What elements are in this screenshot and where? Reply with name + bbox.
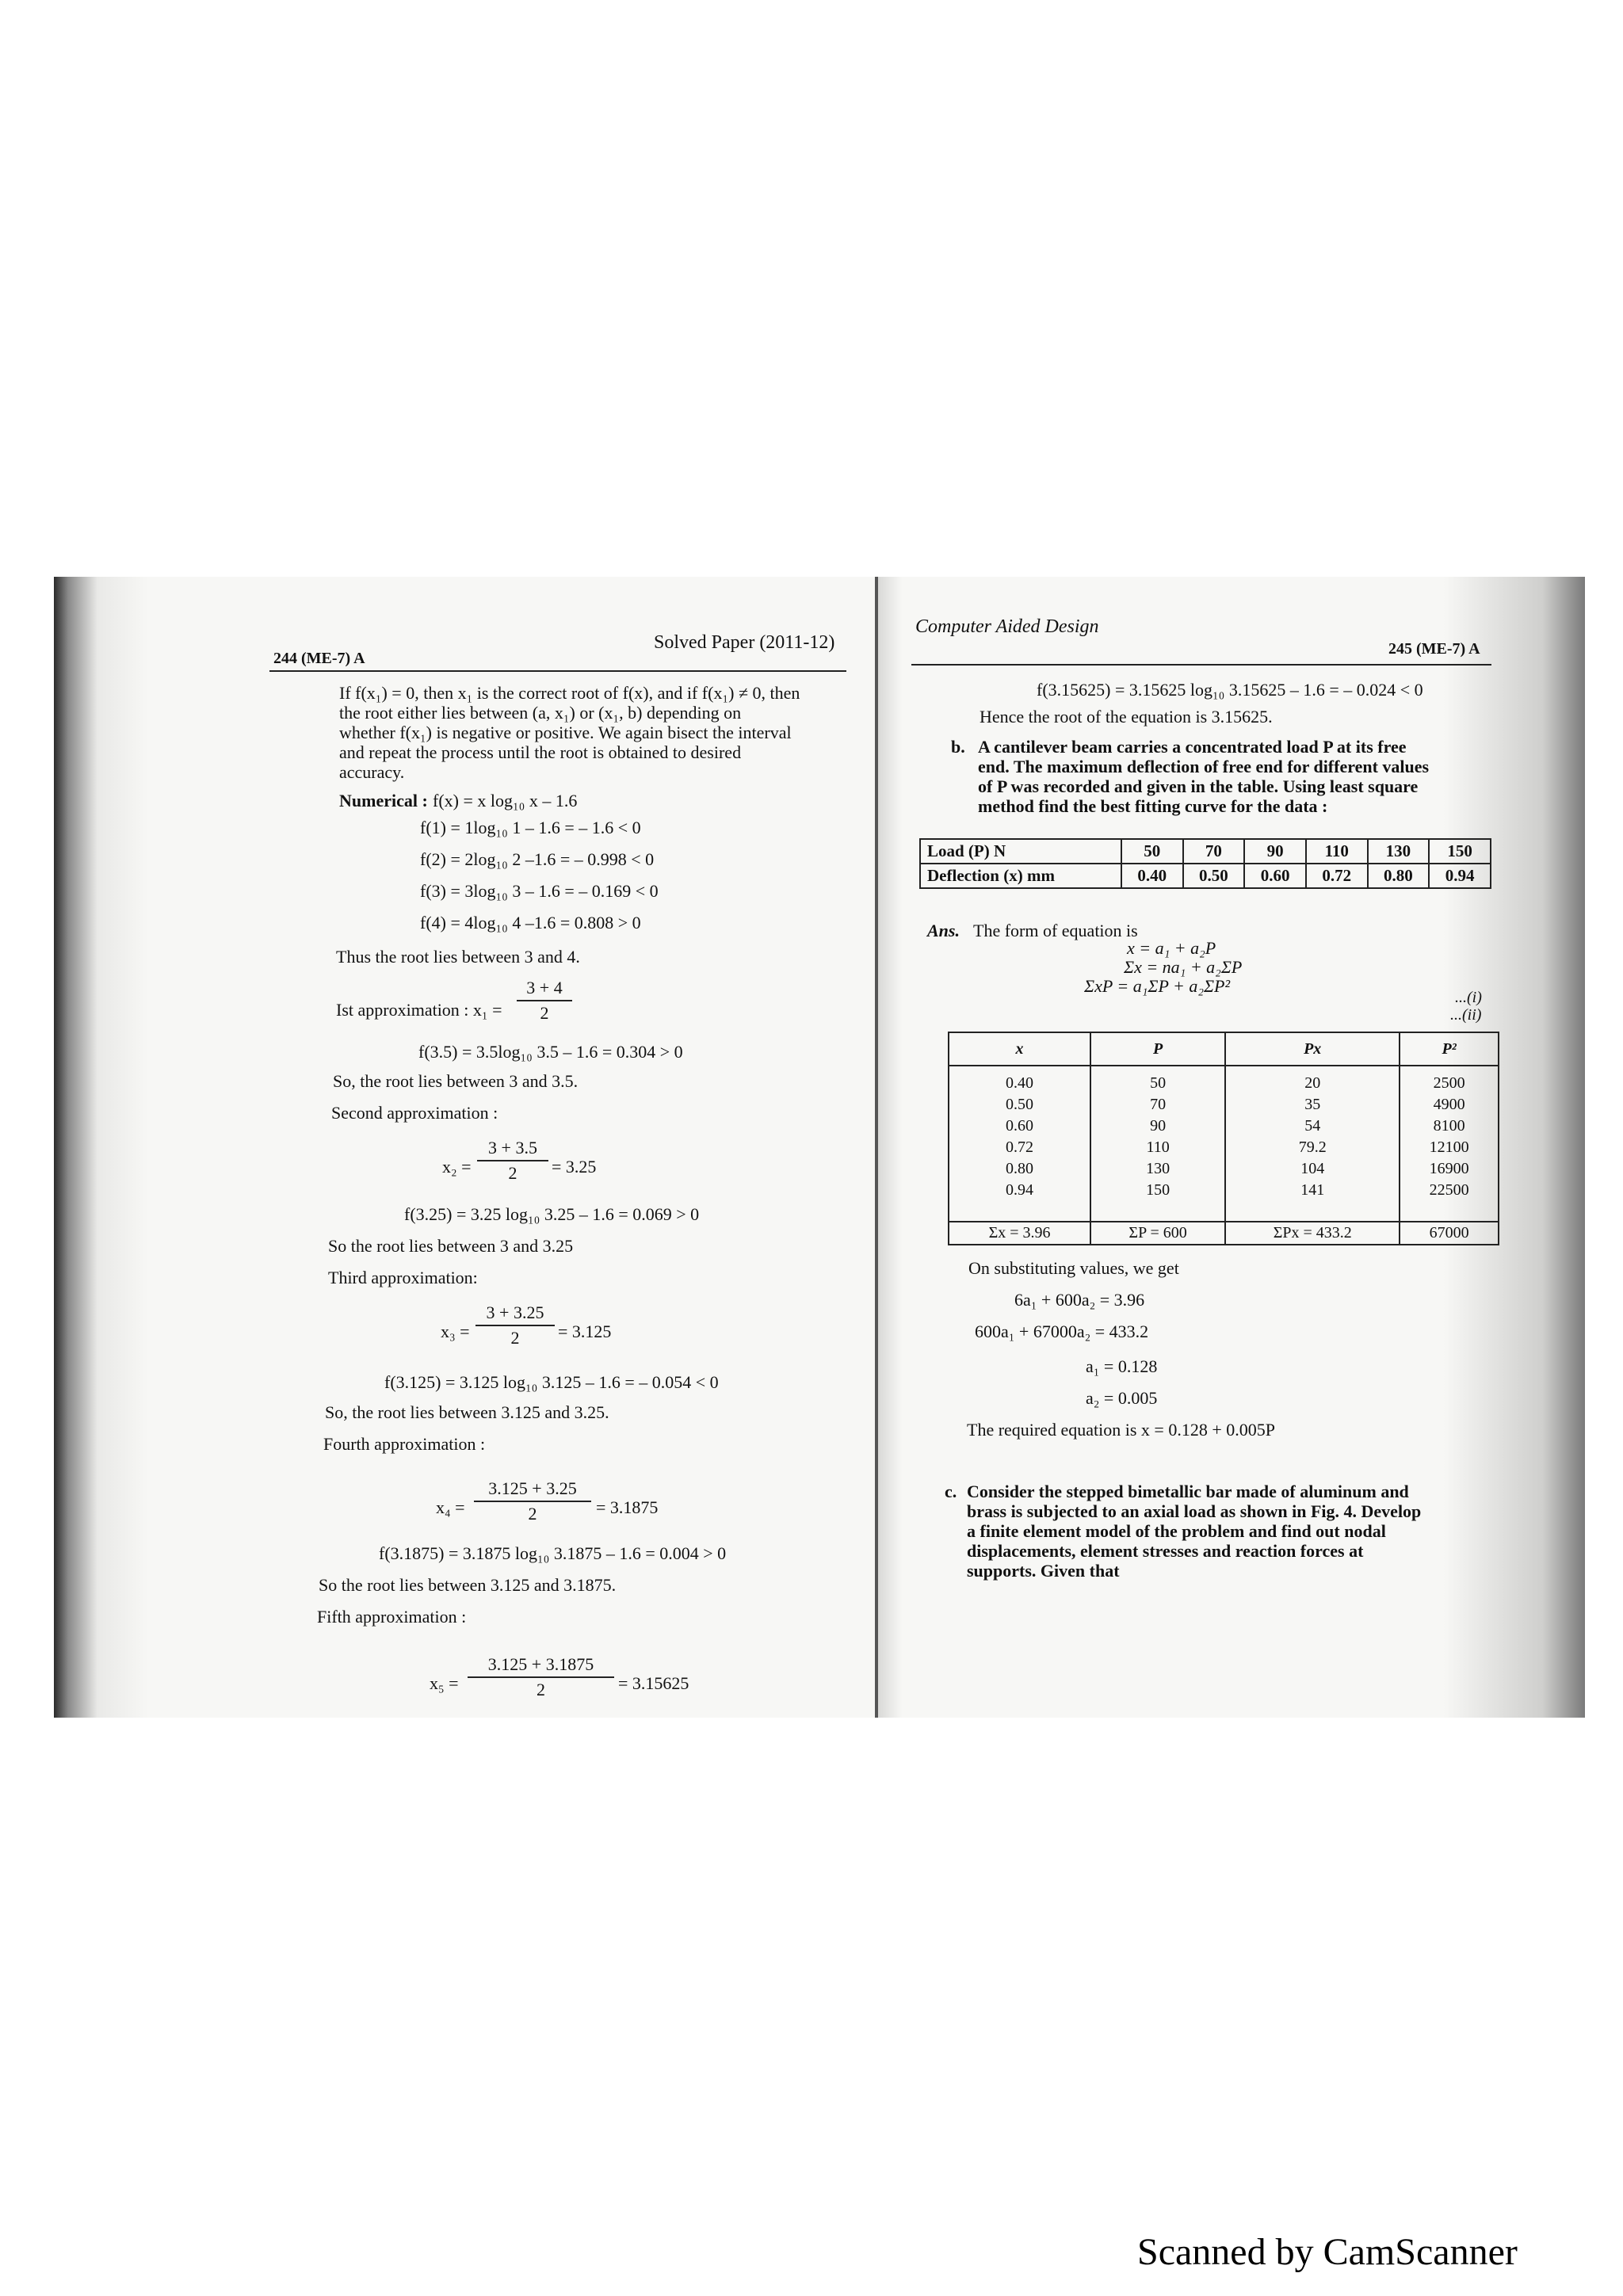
intro-line-4: and repeat the process until the root is obtained to desired — [339, 742, 742, 762]
question-b-line-3: of P was recorded and given in the table. Using least square — [978, 776, 1419, 796]
substitution-text: On substituting values, we get — [968, 1258, 1179, 1278]
root-between-3125-325: So, the root lies between 3.125 and 3.25. — [325, 1402, 609, 1422]
answer-label: Ans. — [927, 921, 960, 940]
approx3-title: Third approximation: — [328, 1268, 478, 1287]
x-value: 0.50 — [1006, 1096, 1034, 1113]
question-c-line-4: displacements, element stresses and reaction forces at — [967, 1541, 1364, 1561]
total-p-squared: 67000 — [1400, 1222, 1499, 1245]
px-value: 54 — [1304, 1117, 1321, 1135]
approx2-numerator: 3 + 3.5 — [477, 1138, 548, 1161]
intro-line-2: the root either lies between (a, x₁) or (x₁, b) depending on — [339, 703, 742, 723]
eval-f325: f(3.25) = 3.25 log₁₀ 3.25 – 1.6 = 0.069 > 0 — [404, 1204, 700, 1224]
approx4-numerator: 3.125 + 3.25 — [474, 1478, 591, 1502]
x-value: 0.80 — [1006, 1160, 1034, 1177]
p-squared-value: 8100 — [1433, 1117, 1465, 1135]
px-value: 20 — [1304, 1074, 1321, 1092]
approx2-denominator: 2 — [508, 1163, 517, 1183]
approx2-title: Second approximation : — [331, 1103, 498, 1123]
load-cell: 150 — [1429, 839, 1491, 864]
approx1-numerator: 3 + 4 — [517, 978, 572, 1001]
question-c-marker: c. — [945, 1482, 957, 1501]
total-px: ΣPx = 433.2 — [1225, 1222, 1400, 1245]
p-value: 150 — [1146, 1181, 1170, 1199]
solution-equation-2: 600a₁ + 67000a₂ = 433.2 — [975, 1322, 1149, 1341]
right-page-number: 245 (ME-7) A — [1388, 640, 1480, 658]
approx2-fraction — [477, 1138, 548, 1184]
eval-f35: f(3.5) = 3.5log₁₀ 3.5 – 1.6 = 0.304 > 0 — [418, 1042, 683, 1062]
approx3-lhs: x₃ = — [441, 1322, 470, 1341]
right-running-head: Computer Aided Design — [915, 616, 1099, 637]
solution-a2: a₂ = 0.005 — [1086, 1388, 1158, 1408]
calc-totals-row — [949, 1222, 1499, 1245]
px-value: 79.2 — [1298, 1138, 1327, 1156]
approx1-fraction — [517, 978, 572, 1024]
p-value: 90 — [1150, 1117, 1167, 1135]
question-c-line-2: brass is subjected to an axial load as shown in Fig. 4. Develop — [967, 1501, 1422, 1521]
solution-a1: a₁ = 0.128 — [1086, 1356, 1158, 1376]
x-value: 0.72 — [1006, 1138, 1034, 1156]
column-x — [949, 1066, 1090, 1222]
column-px — [1225, 1066, 1400, 1222]
load-cell: 130 — [1368, 839, 1430, 864]
approx4-denominator: 2 — [528, 1504, 537, 1524]
load-cell: 70 — [1183, 839, 1245, 864]
deflection-cell: 0.60 — [1244, 864, 1306, 888]
total-p: ΣP = 600 — [1090, 1222, 1225, 1245]
total-x: Σx = 3.96 — [949, 1222, 1090, 1245]
calc-values-row — [949, 1066, 1499, 1222]
column-p-squared — [1400, 1066, 1499, 1222]
root-between-3125-31875: So the root lies between 3.125 and 3.1875. — [319, 1575, 617, 1595]
approx5-fraction — [468, 1654, 614, 1700]
header-p: P — [1090, 1032, 1225, 1066]
deflection-cell: 0.94 — [1429, 864, 1491, 888]
p-squared-value: 4900 — [1433, 1096, 1465, 1113]
approx5-denominator: 2 — [537, 1680, 545, 1699]
left-page-number: 244 (ME-7) A — [273, 650, 365, 667]
form-text: The form of equation is — [973, 921, 1138, 940]
required-equation: The required equation is x = 0.128 + 0.005P — [967, 1420, 1275, 1440]
p-value: 70 — [1150, 1096, 1167, 1113]
question-b-line-2: end. The maximum deflection of free end for different values — [978, 757, 1430, 776]
eval-f3: f(3) = 3log₁₀ 3 – 1.6 = – 0.169 < 0 — [420, 881, 659, 901]
question-c-line-3: a finite element model of the problem and find out nodal — [967, 1521, 1386, 1541]
header-px: Px — [1225, 1032, 1400, 1066]
equation-form: x = a₁ + a₂P — [1127, 938, 1216, 958]
approx2-value: = 3.25 — [552, 1157, 597, 1177]
p-squared-value: 16900 — [1429, 1160, 1469, 1177]
root-between-3-325: So the root lies between 3 and 3.25 — [328, 1236, 574, 1256]
solution-equation-1: 6a₁ + 600a₂ = 3.96 — [1014, 1290, 1145, 1310]
question-c-line-5: supports. Given that — [967, 1561, 1120, 1581]
approx3-denominator: 2 — [510, 1328, 520, 1348]
approx5-lhs: x₅ = — [430, 1673, 459, 1693]
deflection-cell: 0.80 — [1368, 864, 1430, 888]
load-row — [920, 839, 1491, 864]
deflection-row — [920, 864, 1491, 888]
deflection-cell: 0.40 — [1121, 864, 1183, 888]
eval-f1: f(1) = 1log₁₀ 1 – 1.6 = – 1.6 < 0 — [420, 818, 641, 837]
equation-tag-ii: ...(ii) — [1450, 1006, 1482, 1024]
normal-equation-ii: ΣxP = a₁ΣP + a₂ΣP² — [1084, 976, 1231, 996]
root-between-3-35: So, the root lies between 3 and 3.5. — [333, 1071, 579, 1091]
eval-f315625: f(3.15625) = 3.15625 log₁₀ 3.15625 – 1.6 = – 0.024 < 0 — [1037, 680, 1423, 700]
root-between-3-4: Thus the root lies between 3 and 4. — [336, 947, 580, 967]
left-running-head: Solved Paper (2011-12) — [654, 632, 835, 653]
question-b-line-1: A cantilever beam carries a concentrated load P at its free — [978, 737, 1407, 757]
right-header-rule — [911, 664, 1491, 666]
x-value: 0.94 — [1006, 1181, 1034, 1199]
numerical-label: Numerical : — [339, 791, 428, 810]
book-gutter — [875, 577, 878, 1718]
approx4-fraction — [474, 1478, 591, 1524]
approx3-numerator: 3 + 3.25 — [475, 1302, 555, 1326]
approx4-lhs: x₄ = — [436, 1497, 465, 1517]
x-value: 0.40 — [1006, 1074, 1034, 1092]
numerical-equation: f(x) = x log₁₀ x – 1.6 — [433, 791, 578, 810]
camscanner-watermark: Scanned by CamScanner — [1137, 2231, 1518, 2273]
calc-header-row — [949, 1032, 1499, 1066]
approx5-title: Fifth approximation : — [317, 1607, 467, 1627]
p-value: 130 — [1146, 1160, 1170, 1177]
least-squares-table — [948, 1032, 1499, 1245]
question-b-marker: b. — [951, 737, 965, 757]
approx5-value: = 3.15625 — [618, 1673, 689, 1693]
load-cell: 50 — [1121, 839, 1183, 864]
hence-root: Hence the root of the equation is 3.15625. — [980, 707, 1273, 727]
px-value: 35 — [1304, 1096, 1321, 1113]
intro-line-3: whether f(x₁) is negative or positive. We again bisect the interval — [339, 723, 792, 742]
approx2-lhs: x₂ = — [442, 1157, 472, 1177]
load-deflection-table — [919, 838, 1491, 889]
deflection-cell: 0.50 — [1183, 864, 1245, 888]
approx3-fraction — [475, 1302, 555, 1348]
deflection-cell: 0.72 — [1306, 864, 1368, 888]
header-p-squared: P² — [1400, 1032, 1499, 1066]
header-x: x — [949, 1032, 1090, 1066]
approx4-title: Fourth approximation : — [323, 1434, 486, 1454]
eval-f3125: f(3.125) = 3.125 log₁₀ 3.125 – 1.6 = – 0.054 < 0 — [384, 1372, 719, 1392]
approx5-numerator: 3.125 + 3.1875 — [468, 1654, 614, 1678]
approx4-value: = 3.1875 — [596, 1497, 659, 1517]
load-row-label: Load (P) N — [920, 839, 1121, 864]
question-c-line-1: Consider the stepped bimetallic bar made of aluminum and — [967, 1482, 1409, 1501]
deflection-row-label: Deflection (x) mm — [920, 864, 1121, 888]
load-cell: 90 — [1244, 839, 1306, 864]
load-cell: 110 — [1306, 839, 1368, 864]
left-header-rule — [269, 670, 846, 672]
p-squared-value: 12100 — [1429, 1138, 1469, 1156]
column-p — [1090, 1066, 1225, 1222]
eval-f4: f(4) = 4log₁₀ 4 –1.6 = 0.808 > 0 — [420, 913, 641, 933]
approx1-label: Ist approximation : x₁ = — [336, 1000, 502, 1020]
eval-f31875: f(3.1875) = 3.1875 log₁₀ 3.1875 – 1.6 = 0.004 > 0 — [379, 1543, 727, 1563]
approx1-denominator: 2 — [540, 1003, 549, 1023]
px-value: 104 — [1300, 1160, 1325, 1177]
px-value: 141 — [1300, 1181, 1325, 1199]
equation-tag-i: ...(i) — [1455, 989, 1482, 1006]
eval-f2: f(2) = 2log₁₀ 2 –1.6 = – 0.998 < 0 — [420, 849, 655, 869]
p-squared-value: 22500 — [1429, 1181, 1469, 1199]
approx3-value: = 3.125 — [558, 1322, 612, 1341]
question-b-line-4: method find the best fitting curve for the data : — [978, 796, 1328, 816]
normal-equation-i: Σx = na₁ + a₂ΣP — [1124, 957, 1243, 977]
p-squared-value: 2500 — [1433, 1074, 1465, 1092]
p-value: 110 — [1146, 1138, 1170, 1156]
intro-line-5: accuracy. — [339, 762, 405, 782]
x-value: 0.60 — [1006, 1117, 1034, 1135]
p-value: 50 — [1150, 1074, 1167, 1092]
intro-line-1: If f(x₁) = 0, then x₁ is the correct root of f(x), and if f(x₁) ≠ 0, then — [339, 683, 800, 703]
